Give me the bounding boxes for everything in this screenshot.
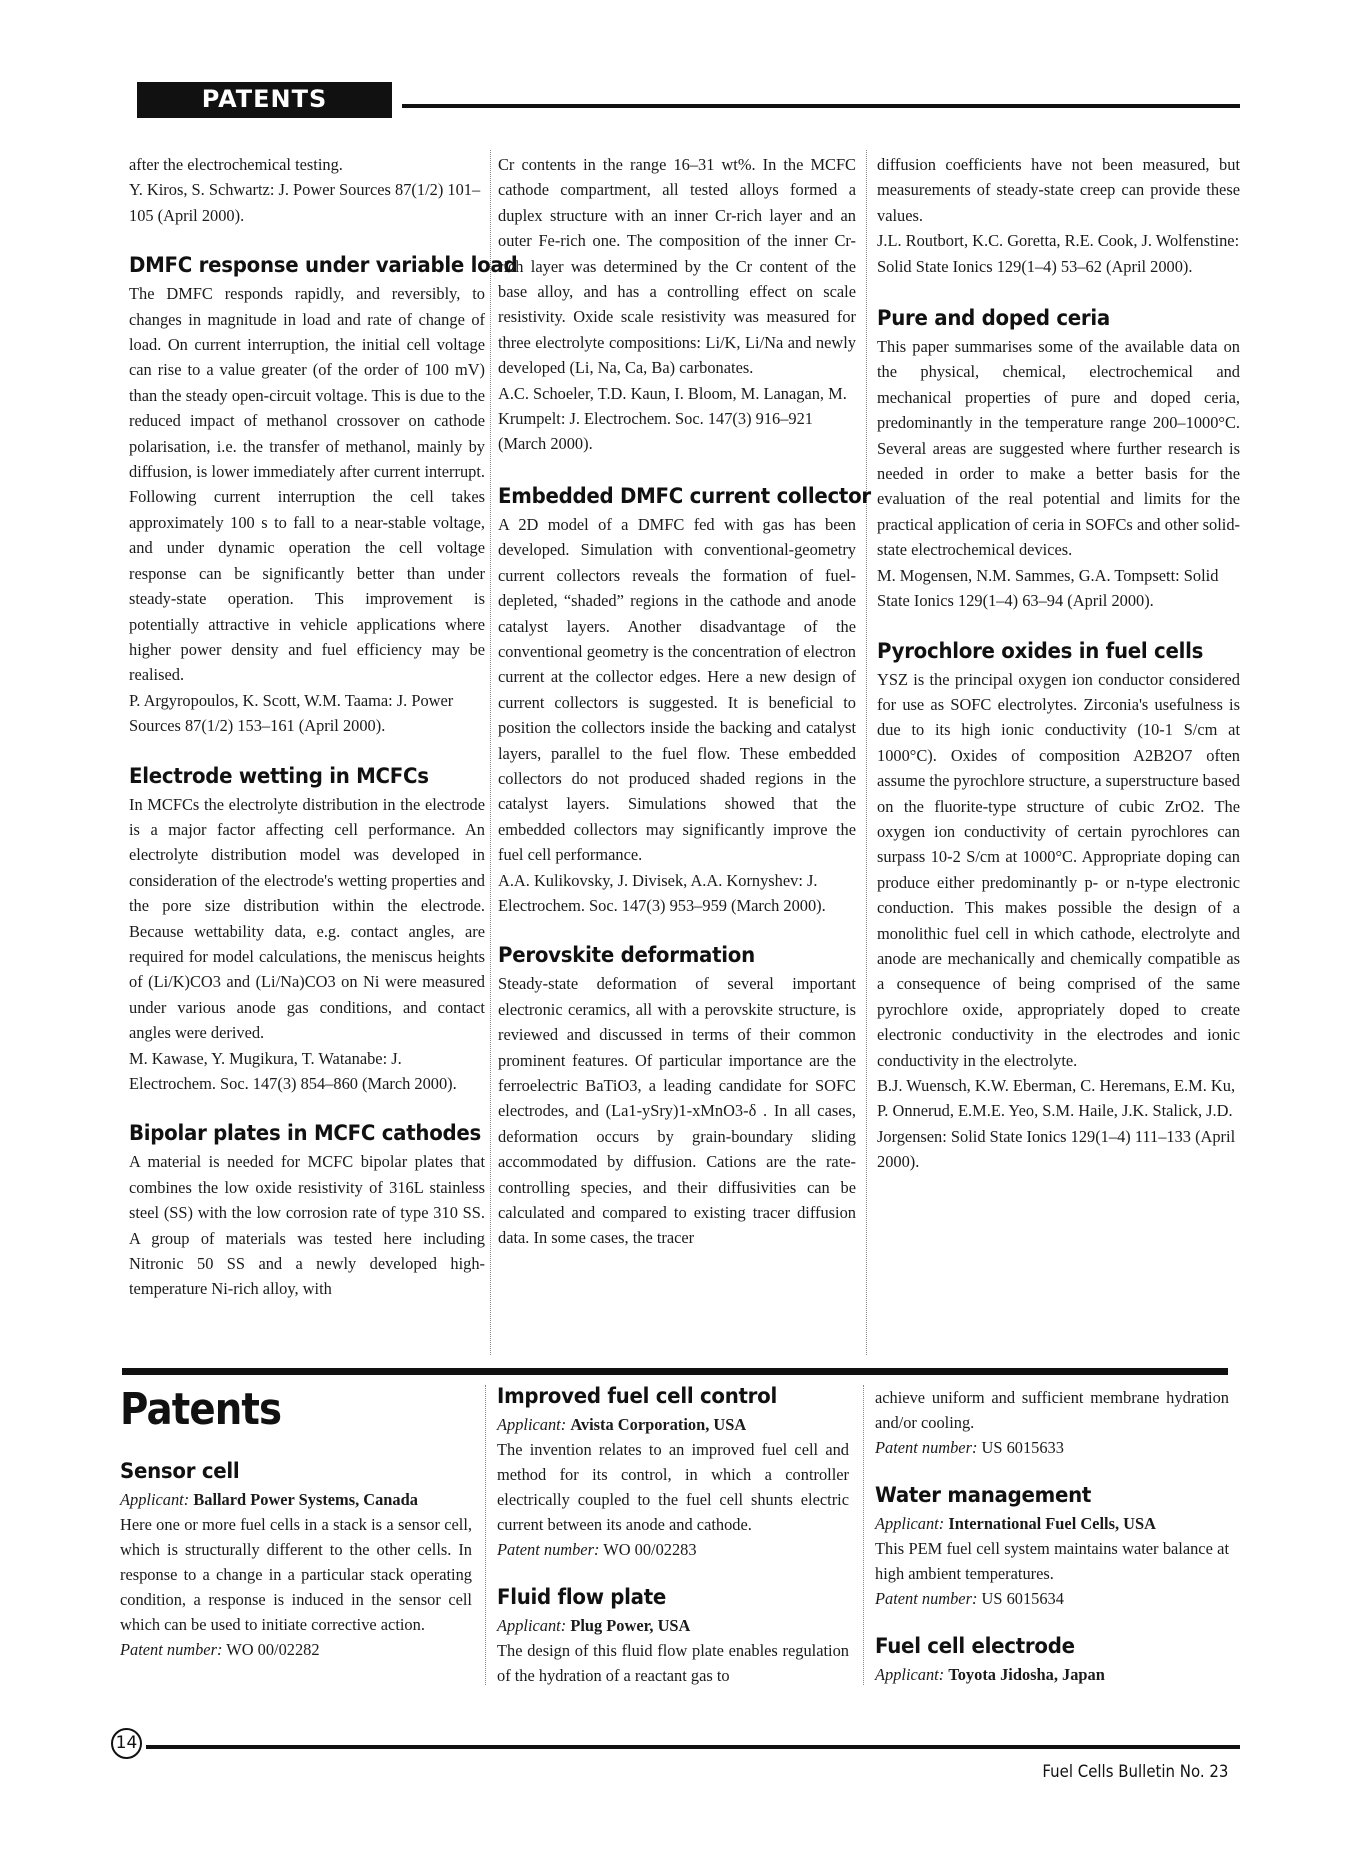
footer-rule (146, 1745, 1240, 1749)
patent-number: Patent number: US 6015633 (875, 1438, 1064, 1457)
article-reference: J.L. Routbort, K.C. Goretta, R.E. Cook, J. Wolfenstine: Solid State Ionics 129(1–4) 53–62 (April 2000). (877, 231, 1240, 276)
patent-column-2 (497, 1383, 849, 1688)
article-continuation: Cr contents in the range 16–31 wt%. In the MCFC cathode compartment, all tested alloys formed a duplex structure with an inner Cr-rich layer and an outer Fe-rich one. The composition of the inner Cr-rich layer was determined by the Cr content of the base alloy, and has a controlling effect on scale resistivity. Oxide scale resistivity was measured for three electrolyte compositions: Li/K, Li/Na and newly developed (Li, Na, Ca, Ba) carbonates. (498, 155, 856, 378)
article-title: Embedded DMFC current collector (498, 483, 871, 509)
article-reference: M. Mogensen, N.M. Sammes, G.A. Tompsett: Solid State Ionics 129(1–4) 63–94 (April 2000). (877, 565, 1219, 611)
article-body: A material is needed for MCFC bipolar plates that combines the low oxide resistivity of 316L stainless steel (SS) with the low corrosion rate of type 310 SS. A group of materials was tested here including Nitronic 50 SS and a newly developed high-temperature Ni-rich alloy, with (129, 1152, 485, 1299)
section-header-bar (137, 82, 392, 118)
article-pyrochlore (877, 638, 1240, 1175)
article-title: Pure and doped ceria (877, 306, 1110, 332)
patent-sensor-cell (120, 1458, 472, 1662)
patent-applicant: Applicant: Plug Power, USA (497, 1616, 691, 1635)
column-2 (498, 152, 871, 1251)
article-ceria (877, 305, 1240, 613)
patent-title: Sensor cell (120, 1459, 240, 1484)
patent-title: Fuel cell electrode (875, 1634, 1075, 1659)
article-reference: Y. Kiros, S. Schwartz: J. Power Sources 87(1/2) 101–105 (April 2000). (129, 180, 481, 225)
patents-rule (122, 1368, 1228, 1375)
page-number: 14 (111, 1728, 142, 1759)
patent-fuel-cell-control (497, 1383, 849, 1562)
article-body: The DMFC responds rapidly, and reversibly, to changes in magnitude in load and rate of change of load. On current interruption, the initial cell voltage can rise to a value greater (of the order of 100 mV) than the steady open-circuit voltage. This is due to the reduced impact of methanol crossover on cathode polarisation, i.e. the transfer of methanol, mainly by diffusion, is lower immediately after current interrupt. Following current interruption the cell takes approximately 100 s to fall to a near-stable voltage, and under dynamic operation the cell voltage response can be significantly better than under steady-state operation. This improvement is potentially attractive in vehicle applications where higher power density and fuel efficiency may be realised. (129, 284, 485, 685)
column-3 (877, 152, 1240, 1175)
patent-title: Water management (875, 1483, 1092, 1508)
patent-applicant: Applicant: Ballard Power Systems, Canada (120, 1490, 418, 1509)
patent-fluid-flow-plate-continued (875, 1385, 1229, 1460)
patent-fuel-cell-electrode (875, 1633, 1229, 1687)
journal-footer: Fuel Cells Bulletin No. 23 (1041, 1762, 1228, 1782)
article-electrode-wetting (129, 763, 485, 1097)
article-title: Electrode wetting in MCFCs (129, 763, 429, 789)
article-body: In MCFCs the electrolyte distribution in the electrode is a major factor affecting cell performance. An electrolyte distribution model was developed in consideration of the electrode's wetting properties and the pore size distribution within the electrode. Because wettability data, e.g. contact angles, are required for model calculations, the meniscus heights of (Li/K)CO3 and (Li/Na)CO3 on Ni were measured under various anode gas conditions, and contact angles were derived. (129, 794, 485, 1043)
patent-fluid-flow-plate (497, 1584, 849, 1688)
article-bipolar-plates (129, 1120, 485, 1301)
column-divider (866, 150, 867, 1355)
patent-applicant: Applicant: International Fuel Cells, USA (875, 1514, 1156, 1533)
patent-title: Fluid flow plate (497, 1585, 667, 1610)
article-body: A 2D model of a DMFC fed with gas has been developed. Simulation with conventional-geometry current collectors reveals the formation of fuel-depleted, “shaded” regions in the cathode and anode catalyst layers. Another disadvantage of the conventional geometry is the concentration of electron current at the collector edges. Here a new design of current collectors is suggested. It is beneficial to position the collectors inside the backing and catalyst layers, parallel to the fuel flow. These embedded collectors do not produced shaded regions in the catalyst layers. Simulations showed that the embedded collectors may significantly improve the fuel cell performance. (498, 514, 856, 865)
article-reference: A.C. Schoeler, T.D. Kaun, I. Bloom, M. Lanagan, M. Krumpelt: J. Electrochem. Soc. 147(3) 916–921 (March 2000). (498, 383, 847, 454)
header-rule (402, 104, 1240, 108)
article-dmfc-variable-load (129, 252, 518, 738)
article-continuation: after the electrochemical testing. (129, 155, 343, 174)
patent-body: This PEM fuel cell system maintains water balance at high ambient temperatures. (875, 1539, 1229, 1583)
section-header-label: PATENTS (201, 85, 328, 113)
article-body: This paper summarises some of the available data on the physical, chemical, electrochemical and mechanical properties of pure and doped ceria, predominantly in the temperature range 200–1000°C. Several areas are suggested where further research is needed in order to make a better basis for the evaluation of the real potential and limits for the practical application of ceria in SOFCs and other solid-state electrochemical devices. (877, 337, 1240, 560)
column-divider (863, 1385, 864, 1685)
patent-applicant: Applicant: Avista Corporation, USA (497, 1415, 747, 1434)
patent-body: The design of this fluid flow plate enables regulation of the hydration of a reactant gas to (497, 1641, 849, 1685)
article-title: DMFC response under variable load (129, 253, 518, 279)
article-embedded-collector (498, 483, 871, 919)
patent-number: Patent number: US 6015634 (875, 1589, 1064, 1608)
article-reference: B.J. Wuensch, K.W. Eberman, C. Heremans, E.M. Ku, P. Onnerud, E.M.E. Yeo, S.M. Haile, J.K. Stalick, J.D. Jorgensen: Solid State Ionics 129(1–4) 111–133 (April 2000). (877, 1076, 1236, 1172)
column-divider (485, 1385, 486, 1685)
article-perovskite (498, 942, 856, 1250)
article-continuation: diffusion coefficients have not been measured, but measurements of steady-state creep can provide these values. (877, 155, 1240, 225)
column-divider (490, 150, 491, 1355)
patent-body: Here one or more fuel cells in a stack is a sensor cell, which is structurally different to the other cells. In response to a change in a particular stack operating condition, a response is induced in the sensor cell which can be used to initiate corrective action. (120, 1515, 472, 1634)
patents-heading: Patents (120, 1384, 282, 1435)
patent-applicant: Applicant: Toyota Jidosha, Japan (875, 1665, 1105, 1684)
patent-title: Improved fuel cell control (497, 1384, 777, 1409)
article-reference: P. Argyropoulos, K. Scott, W.M. Taama: J. Power Sources 87(1/2) 153–161 (April 2000). (129, 690, 454, 736)
patent-column-3 (875, 1385, 1229, 1687)
article-title: Pyrochlore oxides in fuel cells (877, 638, 1204, 664)
article-body: Steady-state deformation of several important electronic ceramics, all with a perovskite structure, is reviewed and discussed in terms of their common prominent features. Of particular importance are the ferroelectric BaTiO3, a leading candidate for SOFC electrodes, and (La1-ySry)1-xMnO3-δ . In all cases, deformation occurs by grain-boundary sliding accommodated by diffusion. Cations are the rate-controlling species, and their diffusivities can be calculated and compared to existing tracer diffusion data. In some cases, the tracer (498, 974, 856, 1248)
patent-number: Patent number: WO 00/02283 (497, 1540, 697, 1559)
article-title: Bipolar plates in MCFC cathodes (129, 1121, 482, 1147)
patent-water-management (875, 1482, 1229, 1611)
article-body: YSZ is the principal oxygen ion conductor considered for use as SOFC electrolytes. Zirconia's usefulness is due to its high ionic conductivity (10-1 S/cm at 1000°C). Oxides of composition A2B2O7 often assume the pyrochlore structure, a superstructure based on the fluorite-type structure of cubic ZrO2. The oxygen ion conductivity of certain pyrochlores can surpass 10-2 S/cm at 1000°C. Appropriate doping can produce either predominantly p- or n-type electronic conduction. This makes possible the design of a monolithic fuel cell in which cathode, electrolyte and anode are mechanically and chemically compatible as a consequence of being comprised of the same pyrochlore oxide, appropriately doped to create electronic conductivity in the electrodes and ionic conductivity in the electrolyte. (877, 669, 1240, 1070)
article-title: Perovskite deformation (498, 943, 755, 969)
article-reference: A.A. Kulikovsky, J. Divisek, A.A. Kornyshev: J. Electrochem. Soc. 147(3) 953–959 (March 2000). (498, 870, 826, 915)
patent-body: achieve uniform and sufficient membrane hydration and/or cooling. (875, 1388, 1229, 1432)
patent-body: The invention relates to an improved fuel cell and method for its control, in which a controller electrically coupled to the fuel cell shunts electric current between its anode and cathode. (497, 1440, 849, 1534)
column-1 (129, 152, 518, 1302)
patent-number: Patent number: WO 00/02282 (120, 1640, 320, 1659)
article-reference: M. Kawase, Y. Mugikura, T. Watanabe: J. Electrochem. Soc. 147(3) 854–860 (March 2000). (129, 1048, 457, 1093)
